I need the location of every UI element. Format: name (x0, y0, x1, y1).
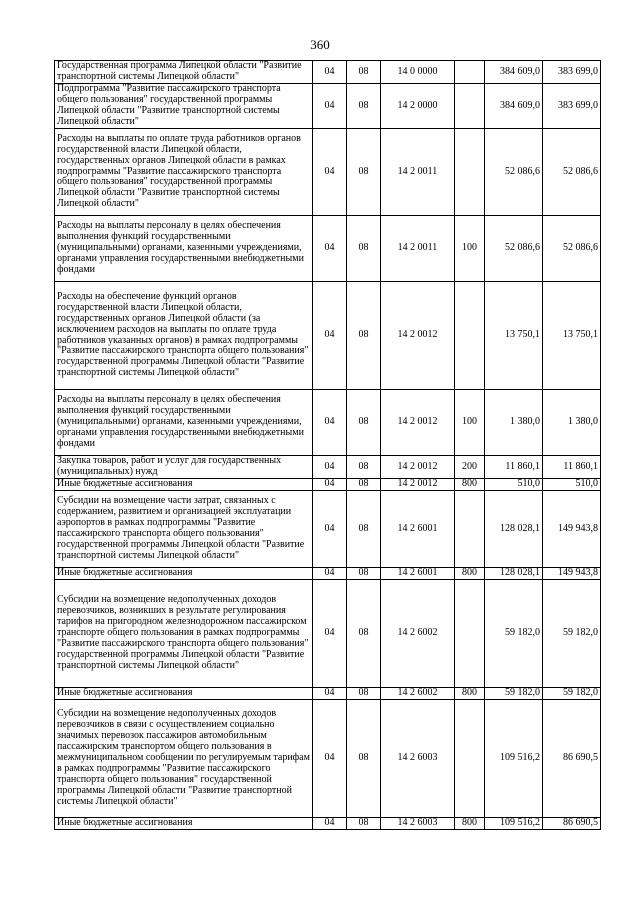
row-amount-year1: 59 182,0 (485, 580, 543, 688)
table-row (55, 390, 601, 456)
row-section-code: 04 (313, 580, 347, 688)
row-name: Государственная программа Липецкой области "Развитие транспортной системы Липецкой области" (55, 61, 313, 84)
row-expense-type: 100 (455, 390, 485, 456)
row-target-article: 14 2 0012 (381, 456, 455, 479)
row-amount-year2: 59 182,0 (543, 580, 601, 688)
row-amount-year1: 128 028,1 (485, 568, 543, 580)
row-amount-year2: 510,0 (543, 479, 601, 491)
row-expense-type (455, 61, 485, 84)
row-subsection-code: 08 (347, 216, 381, 282)
row-subsection-code: 08 (347, 61, 381, 84)
row-section-code: 04 (313, 818, 347, 830)
row-name: Иные бюджетные ассигнования (55, 688, 313, 700)
row-name: Субсидии на возмещение недополученных доходов перевозчиков в связи с осуществлением социально значимых перевозок пассажиров автомобильным пассажирским транспортом общего пользования в межмуниципальном сообщении по регулируемым тарифам в рамках подпрограммы "Развитие пассажирского транспорта общего пользования" государственной программы Липецкой области "Развитие транспортной системы Липецкой области" (55, 700, 313, 818)
row-target-article: 14 2 0000 (381, 84, 455, 129)
row-target-article: 14 2 0011 (381, 216, 455, 282)
row-expense-type: 100 (455, 216, 485, 282)
row-section-code: 04 (313, 61, 347, 84)
row-subsection-code: 08 (347, 456, 381, 479)
table-row (55, 700, 601, 818)
row-amount-year1: 52 086,6 (485, 216, 543, 282)
row-name: Расходы на выплаты персоналу в целях обеспечения выполнения функций государственными (муниципальными) органами, казенными учреждениями, органами управления государственными внебюджетными фондами (55, 216, 313, 282)
row-subsection-code: 08 (347, 568, 381, 580)
table-row (55, 129, 601, 216)
row-target-article: 14 2 0012 (381, 479, 455, 491)
row-name: Иные бюджетные ассигнования (55, 568, 313, 580)
row-amount-year2: 383 699,0 (543, 61, 601, 84)
row-target-article: 14 2 0011 (381, 129, 455, 216)
row-name: Расходы на выплаты по оплате труда работников органов государственной власти Липецкой области, государственных органов Липецкой области в рамках подпрограммы "Развитие пассажирского транспорта общего пользования" государственной программы Липецкой области "Развитие транспортной системы Липецкой области" (55, 129, 313, 216)
table-row (55, 216, 601, 282)
row-name: Субсидии на возмещение части затрат, связанных с содержанием, развитием и организацией эксплуатации аэропортов в рамках подпрограммы "Развитие пассажирского транспорта общего пользования" государственной программы Липецкой области "Развитие транспортной системы Липецкой области" (55, 491, 313, 568)
row-section-code: 04 (313, 568, 347, 580)
row-expense-type: 200 (455, 456, 485, 479)
row-section-code: 04 (313, 129, 347, 216)
table-row (55, 479, 601, 491)
table-row (55, 491, 601, 568)
row-subsection-code: 08 (347, 129, 381, 216)
row-amount-year2: 52 086,6 (543, 216, 601, 282)
table-row (55, 61, 601, 84)
row-expense-type: 800 (455, 568, 485, 580)
row-target-article: 14 2 6003 (381, 818, 455, 830)
row-section-code: 04 (313, 688, 347, 700)
row-expense-type (455, 282, 485, 390)
row-amount-year2: 86 690,5 (543, 700, 601, 818)
table-row (55, 282, 601, 390)
row-amount-year2: 52 086,6 (543, 129, 601, 216)
row-name: Расходы на обеспечение функций органов государственной власти Липецкой области, государственных органов Липецкой области (за исключением расходов на выплаты по оплате труда работников указанных органов) в рамках подпрограммы "Развитие пассажирского транспорта общего пользования" государственной программы Липецкой области "Развитие транспортной системы Липецкой области" (55, 282, 313, 390)
row-subsection-code: 08 (347, 84, 381, 129)
table-row (55, 688, 601, 700)
row-section-code: 04 (313, 700, 347, 818)
row-subsection-code: 08 (347, 818, 381, 830)
row-section-code: 04 (313, 491, 347, 568)
row-name: Расходы на выплаты персоналу в целях обеспечения выполнения функций государственными (муниципальными) органами, казенными учреждениями, органами управления государственными внебюджетными фондами (55, 390, 313, 456)
row-amount-year2: 1 380,0 (543, 390, 601, 456)
row-target-article: 14 2 0012 (381, 390, 455, 456)
row-amount-year1: 59 182,0 (485, 688, 543, 700)
row-amount-year1: 510,0 (485, 479, 543, 491)
row-target-article: 14 2 6003 (381, 700, 455, 818)
table-row (55, 818, 601, 830)
row-target-article: 14 2 6001 (381, 568, 455, 580)
row-amount-year1: 13 750,1 (485, 282, 543, 390)
row-amount-year2: 149 943,8 (543, 491, 601, 568)
row-expense-type (455, 491, 485, 568)
table-row (55, 568, 601, 580)
row-amount-year1: 1 380,0 (485, 390, 543, 456)
row-subsection-code: 08 (347, 282, 381, 390)
row-expense-type (455, 580, 485, 688)
row-name: Иные бюджетные ассигнования (55, 479, 313, 491)
row-target-article: 14 2 6002 (381, 580, 455, 688)
row-amount-year1: 384 609,0 (485, 61, 543, 84)
row-expense-type (455, 700, 485, 818)
row-amount-year1: 11 860,1 (485, 456, 543, 479)
row-section-code: 04 (313, 390, 347, 456)
row-amount-year2: 59 182,0 (543, 688, 601, 700)
row-section-code: 04 (313, 282, 347, 390)
row-amount-year1: 109 516,2 (485, 818, 543, 830)
budget-table (54, 60, 601, 830)
row-subsection-code: 08 (347, 700, 381, 818)
row-subsection-code: 08 (347, 491, 381, 568)
row-subsection-code: 08 (347, 688, 381, 700)
row-subsection-code: 08 (347, 580, 381, 688)
row-expense-type: 800 (455, 688, 485, 700)
row-expense-type: 800 (455, 818, 485, 830)
table-row (55, 580, 601, 688)
budget-table-body (55, 61, 601, 830)
row-name: Закупка товаров, работ и услуг для государственных (муниципальных) нужд (55, 456, 313, 479)
row-amount-year2: 149 943,8 (543, 568, 601, 580)
row-amount-year1: 384 609,0 (485, 84, 543, 129)
row-amount-year1: 52 086,6 (485, 129, 543, 216)
row-amount-year2: 11 860,1 (543, 456, 601, 479)
row-amount-year2: 86 690,5 (543, 818, 601, 830)
row-section-code: 04 (313, 84, 347, 129)
row-section-code: 04 (313, 479, 347, 491)
row-amount-year1: 128 028,1 (485, 491, 543, 568)
table-row (55, 84, 601, 129)
row-section-code: 04 (313, 456, 347, 479)
row-target-article: 14 2 0012 (381, 282, 455, 390)
row-expense-type: 800 (455, 479, 485, 491)
row-target-article: 14 2 6001 (381, 491, 455, 568)
row-target-article: 14 2 6002 (381, 688, 455, 700)
page-number: 360 (310, 37, 330, 52)
row-amount-year2: 13 750,1 (543, 282, 601, 390)
row-section-code: 04 (313, 216, 347, 282)
row-amount-year1: 109 516,2 (485, 700, 543, 818)
row-subsection-code: 08 (347, 479, 381, 491)
row-name: Иные бюджетные ассигнования (55, 818, 313, 830)
row-target-article: 14 0 0000 (381, 61, 455, 84)
row-expense-type (455, 84, 485, 129)
row-name: Субсидии на возмещение недополученных доходов перевозчиков, возникших в результате регулирования тарифов на пригородном железнодорожном пассажирском транспорте общего пользования в рамках подпрограммы "Развитие пассажирского транспорта общего пользования" государственной программы Липецкой области "Развитие транспортной системы Липецкой области" (55, 580, 313, 688)
row-name: Подпрограмма "Развитие пассажирского транспорта общего пользования" государственной программы Липецкой области "Развитие транспортной системы Липецкой области" (55, 84, 313, 129)
table-row (55, 456, 601, 479)
row-amount-year2: 383 699,0 (543, 84, 601, 129)
row-subsection-code: 08 (347, 390, 381, 456)
row-expense-type (455, 129, 485, 216)
